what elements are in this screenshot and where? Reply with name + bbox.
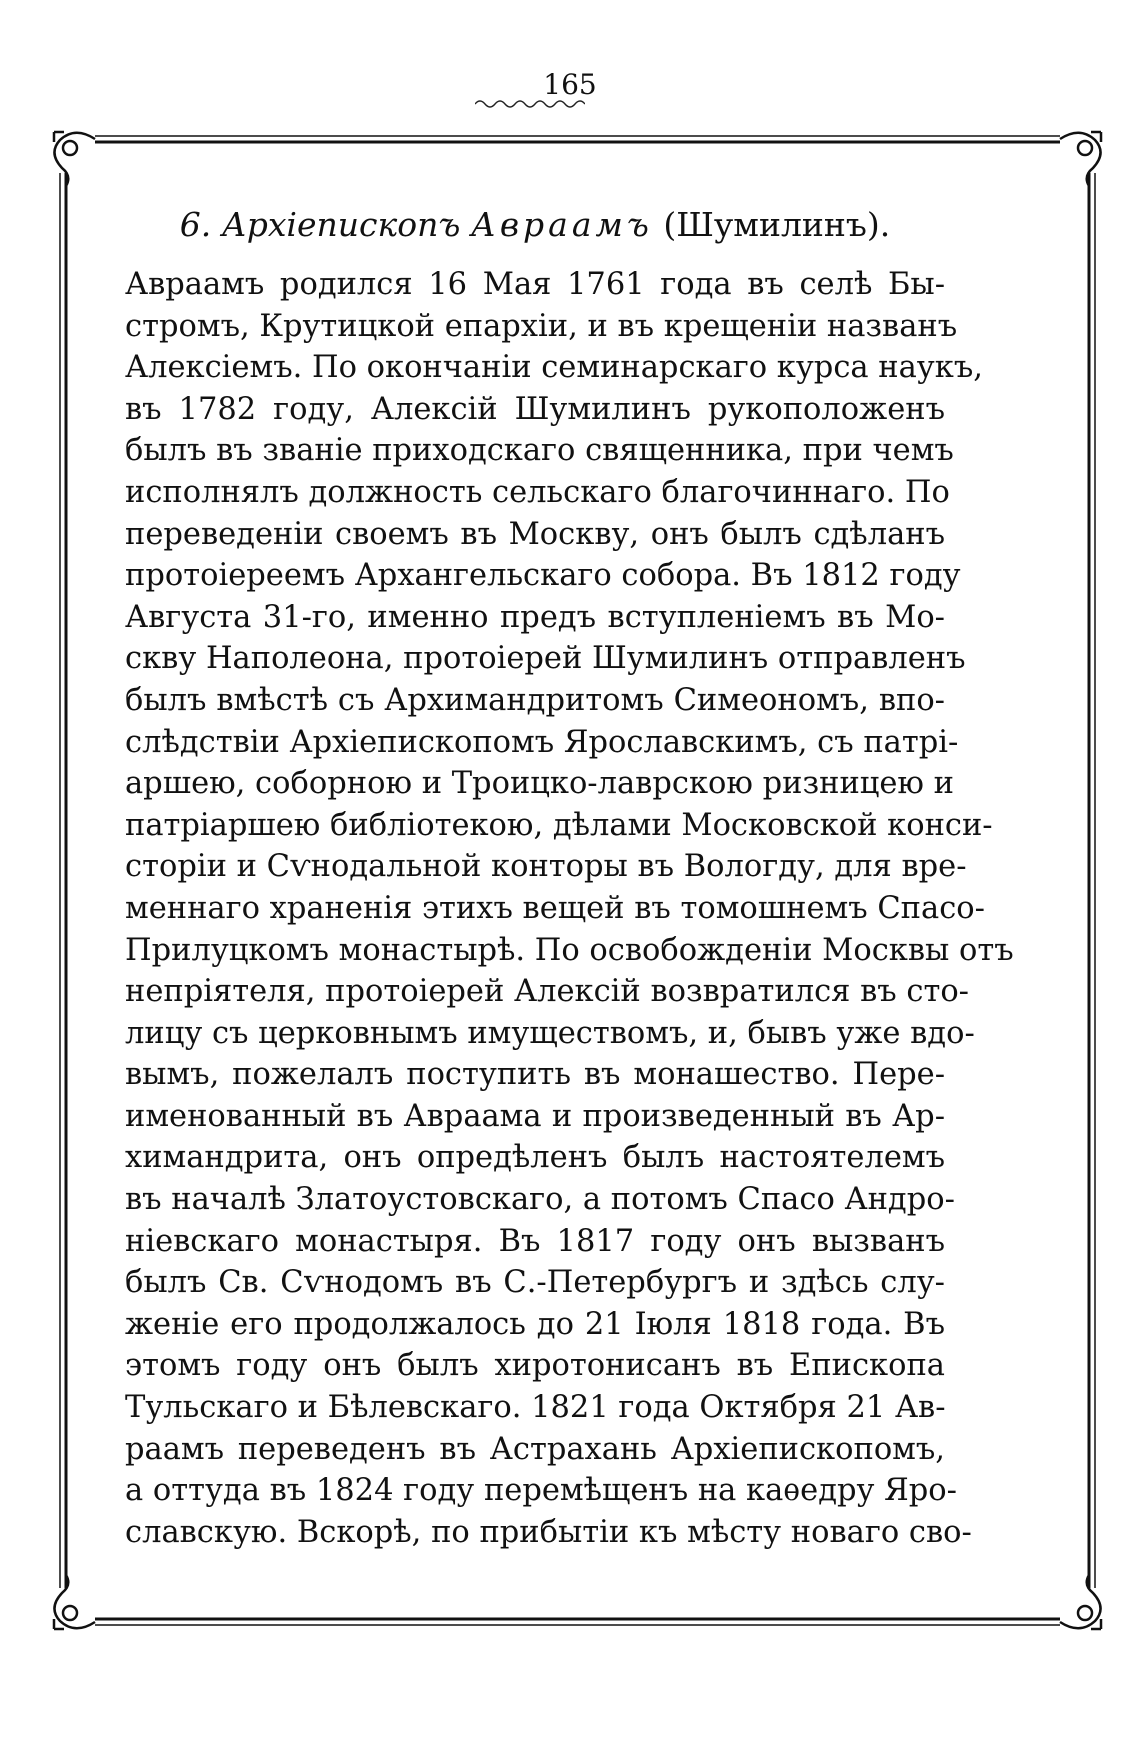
text-line: Тульскаго и Бѣлевскаго. 1821 года Октября 21 Ав- — [125, 1390, 946, 1426]
text-line: Алексіемъ. По окончаніи семинарскаго курса наукъ, — [125, 350, 983, 386]
text-line: въ началѣ Златоустовскаго, а потомъ Спасо Андро- — [125, 1182, 955, 1218]
text-line: слѣдствіи Архіепископомъ Ярославскимъ, съ патрі- — [125, 724, 959, 760]
text-line: женіе его продолжалось до 21 Іюля 1818 года. Въ — [125, 1306, 945, 1342]
text-line: химандрита, онъ опредѣленъ былъ настоятелемъ — [125, 1140, 945, 1176]
text-line: славскую. Вскорѣ, по прибытіи къ мѣсту новаго сво- — [125, 1514, 972, 1550]
text-line: Авраамъ родился 16 Мая 1761 года въ селѣ Бы- — [125, 267, 945, 302]
page-number: 165 — [543, 68, 597, 101]
text-line: вымъ, пожелалъ поступить въ монашество. Пере- — [125, 1057, 945, 1093]
text-line: меннаго храненія этихъ вещей въ томошнемъ Спасо- — [125, 890, 985, 926]
text-line: непріятеля, протоіерей Алексій возвратился въ сто- — [125, 974, 969, 1010]
text-line: былъ Св. Сѵнодомъ въ С.-Петербургъ и здѣсь слу- — [125, 1265, 945, 1301]
text-line: былъ вмѣстѣ съ Архимандритомъ Симеономъ, впо- — [125, 682, 945, 718]
page-number-ornament — [475, 98, 585, 110]
text-line: Августа 31-го, именно предъ вступленіемъ въ Мо- — [125, 599, 945, 635]
text-line: исполнялъ должность сельскаго благочиннаго. По — [125, 474, 950, 510]
text-line: раамъ переведенъ въ Астрахань Архіепископомъ, — [125, 1431, 945, 1467]
text-line: стромъ, Крутицкой епархіи, и въ крещеніи названъ — [125, 308, 958, 344]
section-number: 6. — [179, 205, 212, 244]
page-content — [125, 205, 1014, 1553]
section-name: Авраамъ — [470, 205, 653, 244]
text-line: именованный въ Авраама и произведенный въ Ар- — [125, 1098, 945, 1134]
text-line: Прилуцкомъ монастырѣ. По освобожденіи Москвы отъ — [125, 932, 1014, 968]
text-line: переведеніи своемъ въ Москву, онъ былъ сдѣланъ — [125, 516, 945, 552]
section-heading — [125, 205, 945, 244]
text-line: лицу съ церковнымъ имуществомъ, и, бывъ уже вдо- — [125, 1015, 975, 1051]
text-line: скву Наполеона, протоіерей Шумилинъ отправленъ — [125, 641, 966, 677]
text-line: въ 1782 году, Алексій Шумилинъ рукоположенъ — [125, 391, 945, 427]
text-line: этомъ году онъ былъ хиротонисанъ въ Епископа — [125, 1348, 945, 1384]
text-line: а оттуда въ 1824 году перемѣщенъ на каѳедру Яро- — [125, 1473, 957, 1509]
text-line: былъ въ званіе приходскаго священника, при чемъ — [125, 433, 954, 469]
body-paragraph — [125, 264, 1014, 1553]
text-line: ніевскаго монастыря. Въ 1817 году онъ вызванъ — [125, 1223, 945, 1259]
text-line: патріаршею библіотекою, дѣлами Московской конси- — [125, 807, 993, 843]
section-surname: (Шумилинъ). — [663, 205, 891, 244]
section-title: Архіепископъ — [221, 205, 461, 244]
text-line: протоіереемъ Архангельскаго собора. Въ 1812 году — [125, 558, 961, 594]
text-line: сторіи и Сѵнодальной конторы въ Вологду, для вре- — [125, 849, 967, 885]
text-line: аршею, соборною и Троицко-лаврскою ризницею и — [125, 766, 955, 802]
